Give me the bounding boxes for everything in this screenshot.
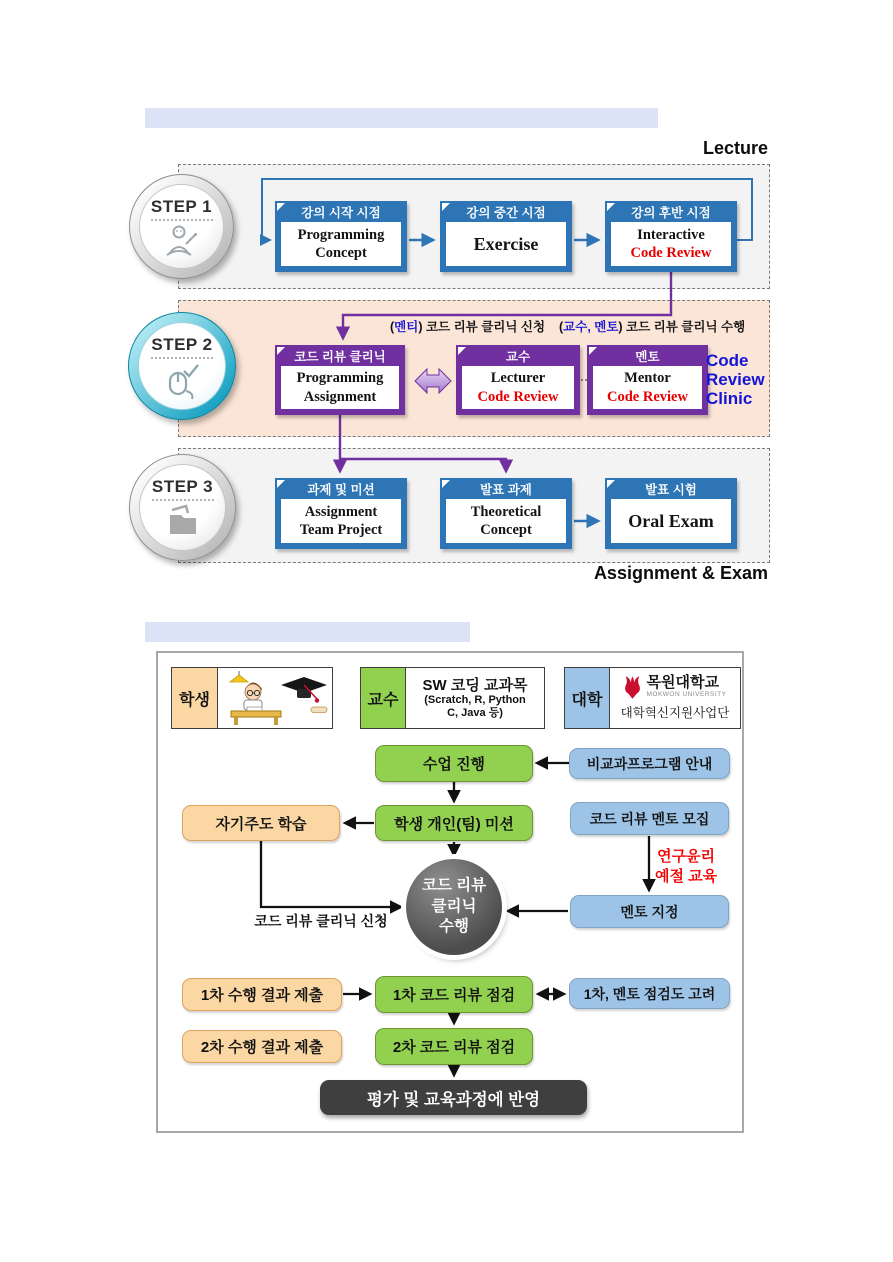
university-name: 목원대학교 [646,674,719,692]
box-header-label: 강의 후반 시점 [631,205,711,220]
university-department: 대학혁신지원사업단 [620,706,730,720]
clinic-apply-label: 코드 리뷰 클리닉 신청 [254,913,388,929]
ethics-line: 예절 교육 [655,868,718,886]
box-mentor-code-review [587,345,708,415]
box-line: Code Review [630,245,712,261]
box-line: Code Review [607,388,688,405]
mokwon-emblem-icon [623,675,642,700]
step2-badge-label: STEP 2 [151,335,213,354]
box-header [605,478,737,499]
annotation-professor-mentor-run [559,317,745,335]
legend-professor-label: 교수 [360,667,406,729]
box-body [446,499,566,543]
corner-flag-icon [277,203,285,211]
corner-flag-icon [607,480,615,488]
box-assignment-team-project [275,478,407,549]
box-header-label: 강의 시작 시점 [301,205,381,220]
code-review-clinic-side-label [706,351,765,408]
box-line: Exercise [473,233,539,254]
section2-title-bar [145,622,470,642]
dotted-divider [152,499,214,501]
box-line: Team Project [299,522,383,538]
course-title: SW 코딩 교과목 [422,676,528,694]
box-line: Theoretical [470,503,542,520]
university-logo-block [610,668,740,728]
box-header-label: 코드 리뷰 클리닉 [294,349,386,364]
folder-icon [164,504,202,538]
node-student-mission: 학생 개인(팀) 미션 [375,805,533,841]
box-header [275,478,407,499]
box-body [446,222,566,266]
step1-badge [129,174,234,279]
annotation-highlight: 교수, 멘토 [563,320,619,334]
university-logo-row [623,675,726,700]
dotted-divider [151,219,213,221]
box-exercise [440,201,572,272]
box-body [281,366,399,409]
legend-student-illustration-box [217,667,333,729]
clinic-line: 클리닉 [431,897,477,915]
box-line: Assignment [304,503,378,520]
annotation-text: ) 코드 리뷰 클리닉 신청 [418,320,546,334]
node-round1-mentor-consider: 1차, 멘토 점검도 고려 [569,978,730,1009]
box-line: Assignment [303,388,377,405]
box-header-label: 교수 [505,349,531,364]
box-code-review-clinic [275,345,405,415]
legend-student-label: 학생 [171,667,218,729]
node-round1-review: 1차 코드 리뷰 점검 [375,976,533,1013]
corner-flag-icon [277,480,285,488]
step3-badge-face [139,464,226,551]
node-self-directed-learning: 자기주도 학습 [182,805,340,841]
step3-badge [129,454,236,561]
lecture-label: Lecture [702,138,768,158]
legend-university-box [609,667,741,729]
corner-flag-icon [589,347,597,355]
section1-title-bar [145,108,658,128]
box-line: Concept [315,245,367,261]
clinic-line: 코드 리뷰 [421,876,487,894]
box-line: Interactive [637,226,705,243]
box-header-label: 발표 시험 [645,482,697,497]
box-header [440,478,572,499]
step2-badge-face [138,322,226,410]
box-interactive-code-review [605,201,737,272]
legend-university-label: 대학 [564,667,610,729]
box-body [611,499,731,543]
node-round1-submit: 1차 수행 결과 제출 [182,978,342,1011]
box-theoretical-concept [440,478,572,549]
box-header-label: 멘토 [635,349,660,364]
step3-badge-label: STEP 3 [151,477,214,496]
annotation-text: ( [390,320,395,334]
node-mentor-recruit: 코드 리뷰 멘토 모집 [570,802,729,835]
box-line: Oral Exam [628,510,714,531]
side-label-line: Clinic [706,389,753,408]
box-lecturer-code-review [456,345,580,415]
step1-badge-face [139,184,224,269]
box-header [275,201,407,222]
side-label-line: Review [706,370,765,389]
box-line: Programming [296,370,384,387]
arrow-selflearning-to-clinic [261,841,399,907]
box-body [281,222,401,266]
mouse-check-icon [162,362,202,400]
box-body [281,499,401,543]
dotted-divider [151,357,213,359]
box-body [593,366,702,409]
ethics-line: 연구윤리 [657,848,716,865]
box-oral-exam [605,478,737,549]
box-line: Programming [297,226,385,243]
box-header [587,345,708,366]
box-line: Concept [480,522,532,538]
node-class-progress: 수업 진행 [375,745,533,782]
node-extracurricular-guide: 비교과프로그램 안내 [569,748,730,779]
person-writing-icon [162,224,202,258]
node-round2-review: 2차 코드 리뷰 점검 [375,1028,533,1065]
box-header [605,201,737,222]
side-label-line: Code [706,351,749,370]
annotation-highlight: 멘티 [394,320,419,334]
course-text [406,668,544,728]
box-body [462,366,574,409]
box-line: Lecturer [490,370,546,387]
box-line: Mentor [624,370,671,387]
box-header [456,345,580,366]
step2-badge [128,312,236,420]
university-name-en: MOKWON UNIVERSITY [646,691,727,699]
node-final-reflect: 평가 및 교육과정에 반영 [320,1080,587,1115]
annotation-text: ( [559,320,564,334]
flowchart-frame [156,651,744,1133]
box-body [611,222,731,266]
step1-badge-label: STEP 1 [150,197,213,216]
annotation-mentee-apply [390,317,545,335]
box-header-label: 과제 및 미션 [307,482,375,497]
corner-flag-icon [458,347,466,355]
box-header-label: 강의 중간 시점 [466,205,546,220]
course-subtitle-line: (Scratch, R, Python [424,693,526,706]
box-header-label: 발표 과제 [480,482,532,497]
node-mentor-assign: 멘토 지정 [570,895,729,928]
box-line: Code Review [477,388,559,405]
corner-flag-icon [442,480,450,488]
ethics-education-note [655,847,717,888]
course-subtitle-line: C, Java 등) [447,706,503,719]
box-header [275,345,405,366]
node-round2-submit: 2차 수행 결과 제출 [182,1030,342,1063]
box-programming-concept [275,201,407,272]
annotation-text: ) 코드 리뷰 클리닉 수행 [618,320,746,334]
box-header [440,201,572,222]
corner-flag-icon [442,203,450,211]
assignment-exam-label: Assignment & Exam [593,563,768,583]
student-illustration-icon [219,669,331,727]
corner-flag-icon [607,203,615,211]
corner-flag-icon [277,347,285,355]
node-code-review-clinic-run [406,859,502,955]
clinic-line: 수행 [439,918,469,936]
legend-course-box [405,667,545,729]
